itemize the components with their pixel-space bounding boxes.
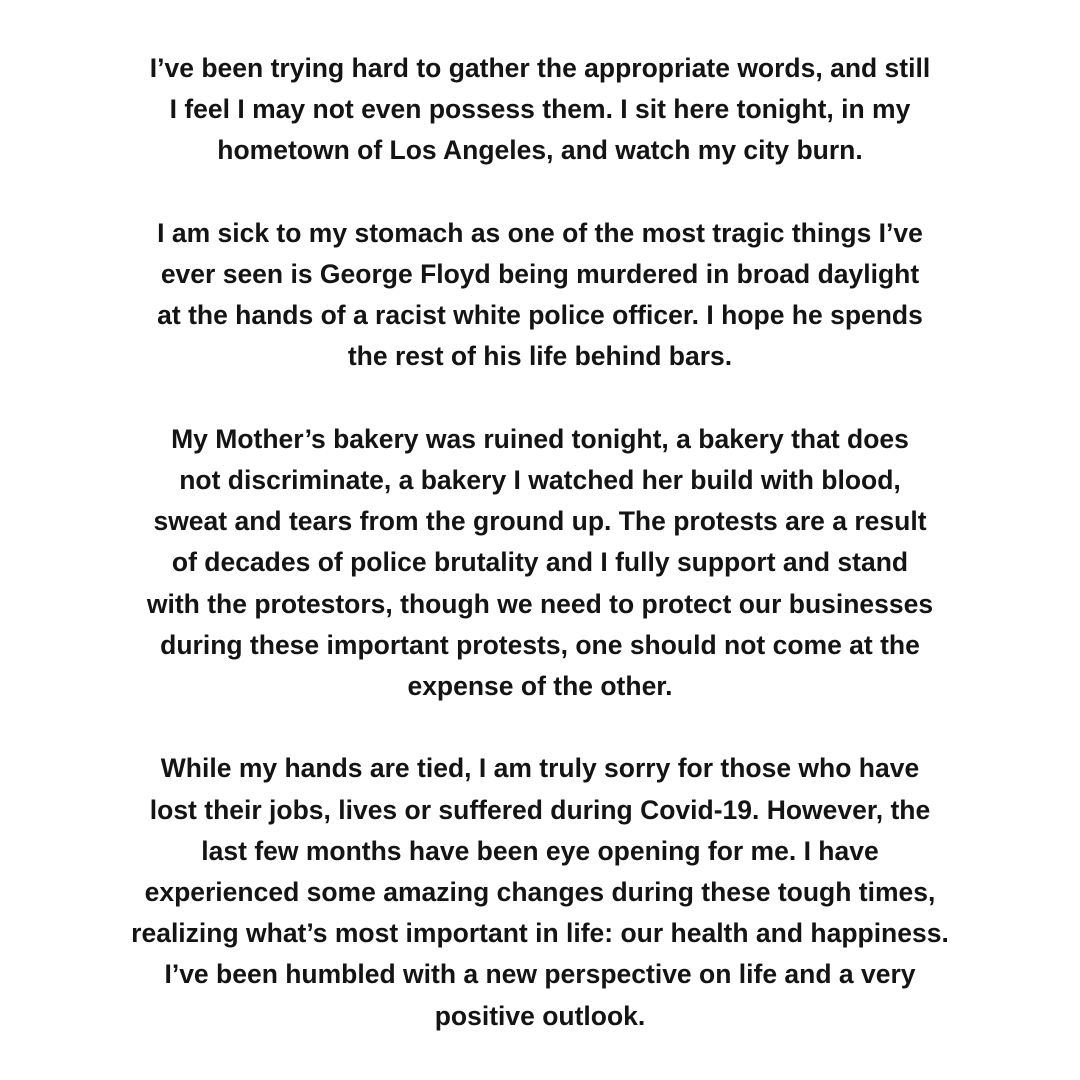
text-line: not discriminate, a bakery I watched her build with blood, [179, 465, 901, 495]
text-line: experienced some amazing changes during these tough times, [144, 877, 936, 908]
paragraph [40, 48, 1040, 172]
text-line: of decades of police brutality and I fully support and stand [171, 547, 909, 578]
text-line: during these important protests, one should not come at the [160, 629, 920, 660]
text-line: expense of the other. [407, 671, 673, 702]
statement-text [40, 48, 1040, 1037]
paragraph [40, 748, 1040, 1036]
text-line: last few months have been eye opening for me. I have [201, 835, 879, 866]
text-line: ever seen is George Floyd being murdered in broad daylight [160, 259, 920, 289]
text-line: sweat and tears from the ground up. The protests are a result [153, 506, 927, 537]
text-line: hometown of Los Angeles, and watch my city burn. [217, 135, 863, 166]
paragraph [40, 419, 1040, 707]
text-line: the rest of his life behind bars. [347, 341, 733, 372]
text-line: I feel I may not even possess them. I sit here tonight, in my [169, 94, 911, 125]
text-line: lost their jobs, lives or suffered during Covid-19. However, the [149, 794, 931, 825]
text-line: at the hands of a racist white police officer. I hope he spends [157, 300, 923, 331]
text-line: While my hands are tied, I am truly sorry for those who have [160, 753, 920, 784]
paragraph [40, 213, 1040, 378]
text-line: realizing what’s most important in life: our health and happiness. [131, 918, 949, 949]
text-line: positive outlook. [434, 1000, 646, 1031]
text-line: I’ve been trying hard to gather the appropriate words, and still [149, 53, 931, 83]
text-line: with the protestors, though we need to protect our businesses [146, 588, 934, 619]
text-line: I am sick to my stomach as one of the most tragic things I’ve [157, 217, 923, 248]
text-line: I’ve been humbled with a new perspective on life and a very [164, 959, 916, 990]
text-line: My Mother’s bakery was ruined tonight, a bakery that does [171, 423, 909, 454]
